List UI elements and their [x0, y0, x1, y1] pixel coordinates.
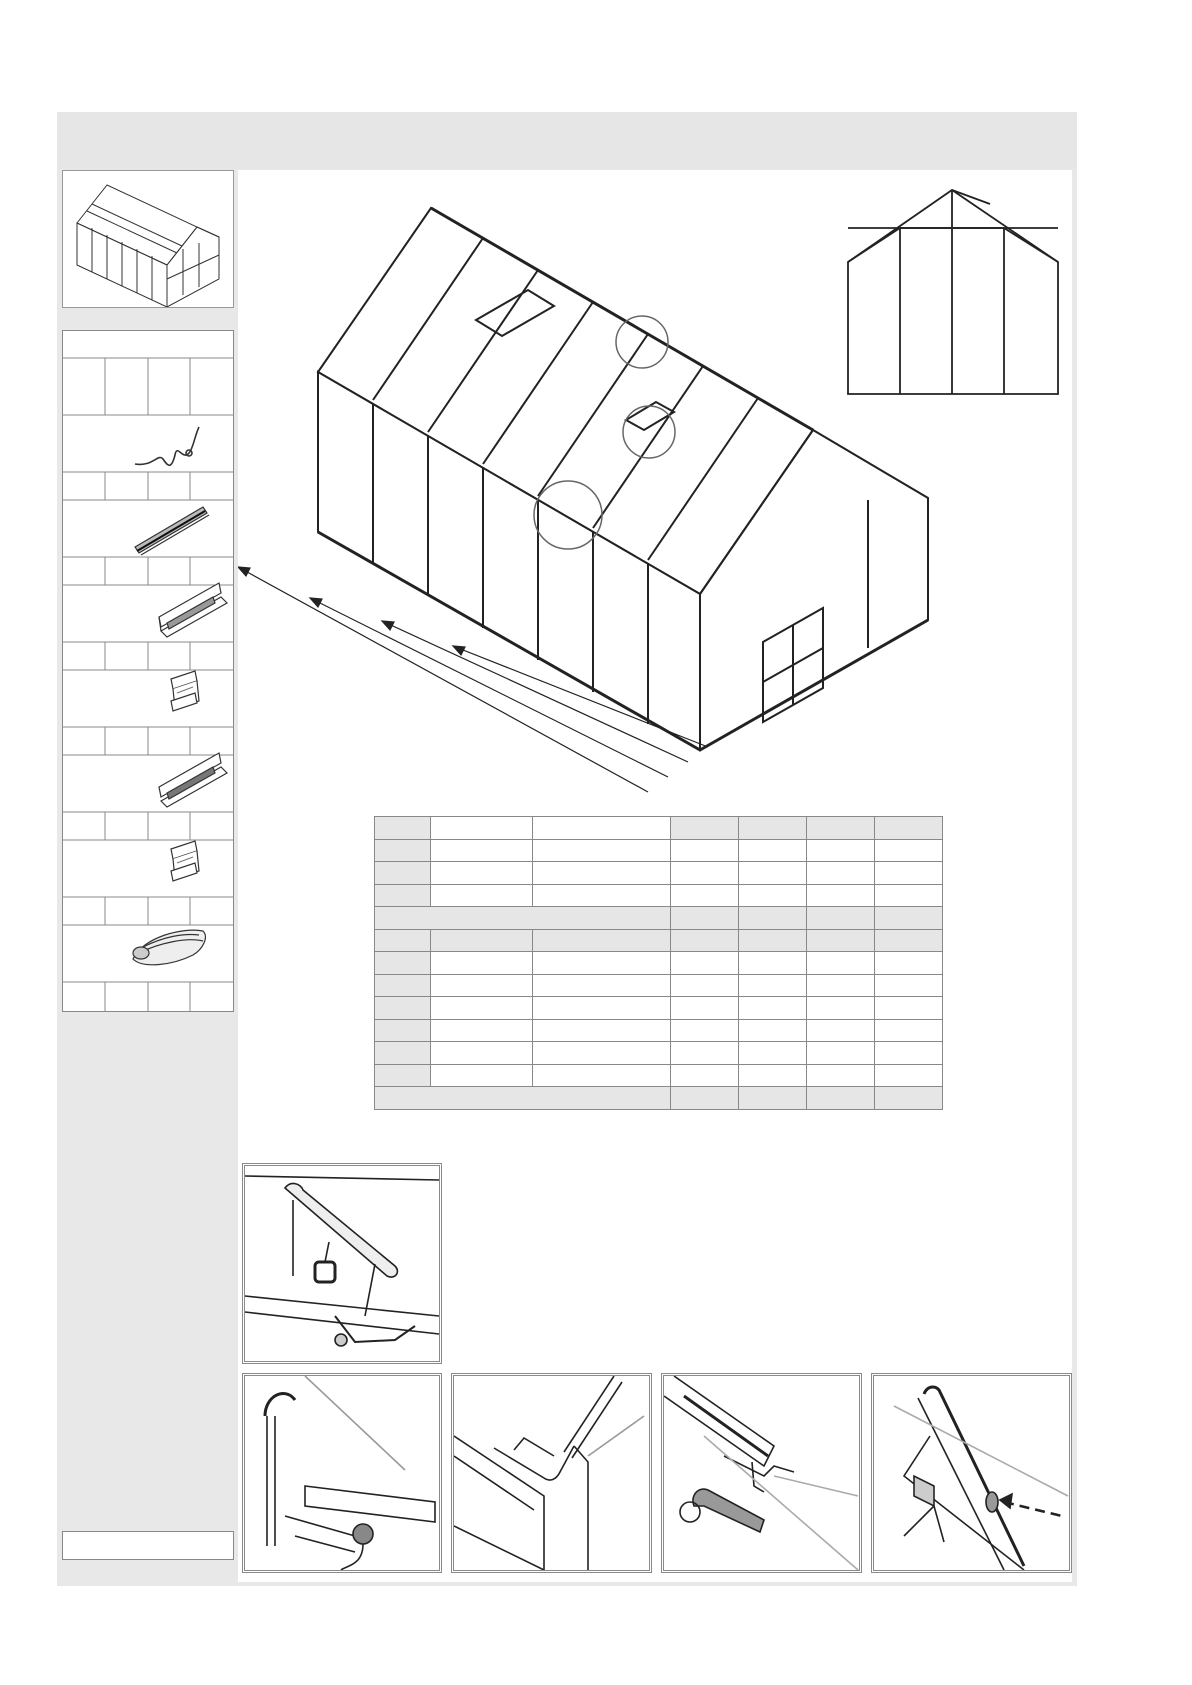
greenhouse-gable-front-view-icon: [840, 180, 1070, 410]
ridge-clip-detail: [242, 1163, 442, 1364]
parts-list-grid: [63, 331, 233, 1011]
short-profile-clip-icon: [171, 671, 199, 711]
table-row: [375, 952, 943, 975]
parts-list-panel: [62, 330, 234, 1012]
table-subtotal-row: [375, 907, 943, 930]
profile-bolt-detail-icon: [664, 1376, 859, 1570]
greenhouse-thumbnail: [62, 170, 234, 308]
greenhouse-gable-front-view: [840, 180, 1070, 415]
table-row: [375, 884, 943, 907]
ridge-clip-detail-icon: [245, 1166, 439, 1361]
footer-box: [62, 1531, 234, 1560]
short-channel-clip-icon: [171, 841, 199, 881]
glazing-bar-detail: [451, 1373, 652, 1573]
header-band: [57, 112, 1077, 169]
parts-count-table: [374, 816, 943, 1110]
bolt-insertion-detail: [871, 1373, 1072, 1573]
profile-bolt-detail: [661, 1373, 862, 1573]
table-row: [375, 997, 943, 1020]
wire-clip-icon: [135, 427, 199, 465]
greenhouse-thumbnail-icon: [63, 171, 233, 307]
table-row: [375, 1019, 943, 1042]
greenhouse-isometric-drawing: [238, 170, 938, 815]
greenhouse-isometric-drawing-icon: [238, 170, 938, 810]
long-channel-profile-icon: [159, 753, 227, 807]
table-row: [375, 862, 943, 885]
table-row: [375, 974, 943, 997]
gutter-seal-detail: [242, 1373, 442, 1573]
table-row: [375, 1064, 943, 1087]
gutter-seal-detail-icon: [245, 1376, 439, 1570]
rubber-seal-strip-icon: [135, 507, 209, 555]
bolt-insertion-detail-icon: [874, 1376, 1069, 1570]
gutter-channel-profile-icon: [159, 583, 227, 637]
table-row: [375, 839, 943, 862]
table-header-row: [375, 817, 943, 840]
table-total-row: [375, 1087, 943, 1110]
rolled-connector-icon: [133, 930, 205, 965]
table-header-row: [375, 929, 943, 952]
glazing-bar-detail-icon: [454, 1376, 649, 1570]
table-row: [375, 1042, 943, 1065]
